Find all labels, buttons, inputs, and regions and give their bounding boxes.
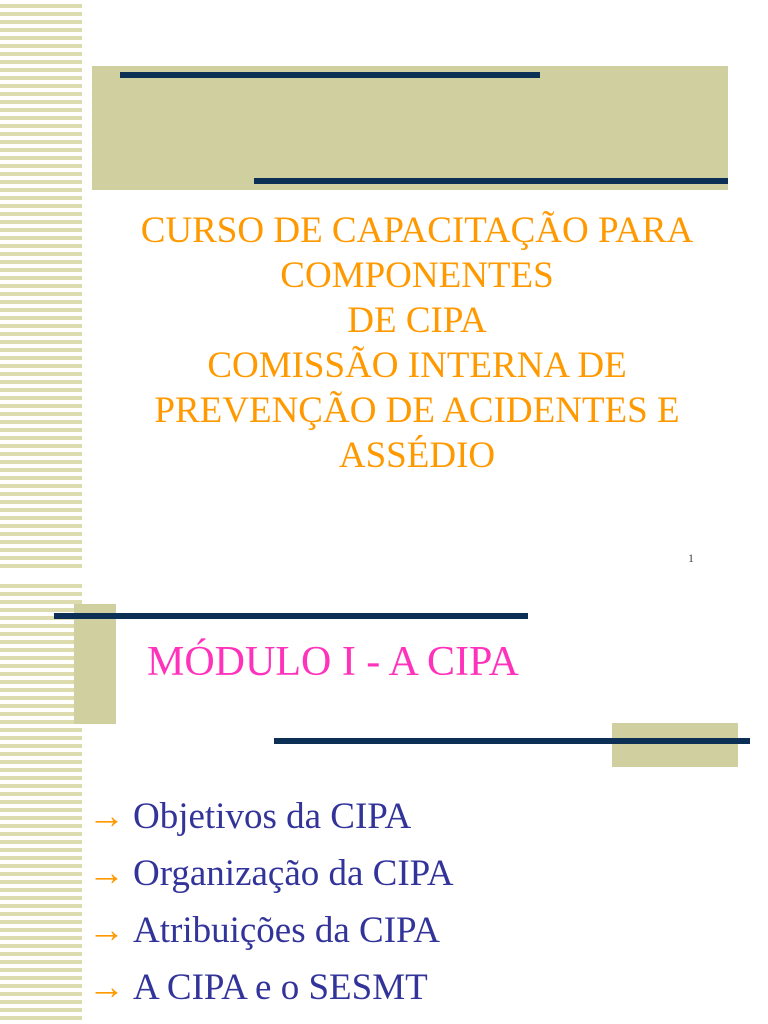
title-accent-block-right xyxy=(612,723,738,767)
header-accent-block xyxy=(92,66,728,190)
list-item-text: Objetivos da CIPA xyxy=(133,796,412,837)
title-rule-bottom xyxy=(274,738,750,744)
list-item-text: Organização da CIPA xyxy=(133,853,454,894)
module-title: MÓDULO I - A CIPA xyxy=(147,639,519,685)
course-title-line: ASSÉDIO xyxy=(338,435,496,476)
course-title xyxy=(90,208,744,478)
list-item-text: Atribuições da CIPA xyxy=(133,910,440,951)
arrow-icon: → xyxy=(88,853,125,894)
list-item xyxy=(88,902,454,959)
header-rule-top xyxy=(120,72,540,78)
title-rule-top xyxy=(54,613,528,619)
arrow-icon: → xyxy=(88,967,125,1008)
course-title-line: COMPONENTES xyxy=(280,255,554,296)
list-item-text: A CIPA e o SESMT xyxy=(133,967,428,1008)
course-title-line: COMISSÃO INTERNA DE xyxy=(207,345,627,386)
arrow-icon: → xyxy=(88,796,125,837)
course-title-line: DE CIPA xyxy=(347,300,487,341)
list-item xyxy=(88,845,454,902)
list-item xyxy=(88,788,454,845)
list-item xyxy=(88,959,454,1016)
page-number: 1 xyxy=(688,551,694,565)
course-title-line: CURSO DE CAPACITAÇÃO PARA xyxy=(140,210,694,251)
course-title-line: PREVENÇÃO DE ACIDENTES E xyxy=(154,390,680,431)
header-rule-bottom xyxy=(254,178,728,184)
slide-2 xyxy=(0,580,768,1024)
title-accent-block-left xyxy=(74,604,116,724)
arrow-icon: → xyxy=(88,910,125,951)
topic-list xyxy=(88,788,454,1016)
